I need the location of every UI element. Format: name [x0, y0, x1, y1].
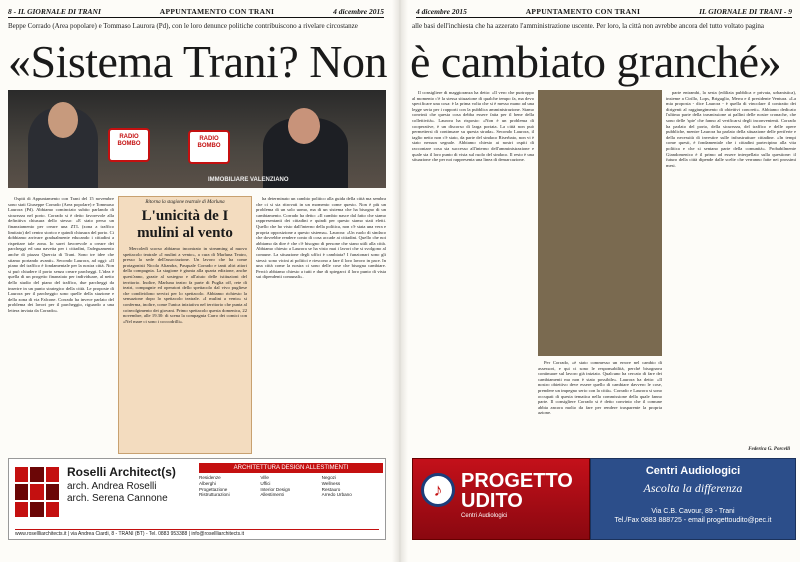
ad-category: Negozi: [321, 475, 336, 480]
page-header: [416, 6, 792, 18]
ad-brand: Roselli Architect(s): [67, 465, 176, 479]
article-column: [412, 90, 534, 444]
ad-phone: Tel./Fax 0883 888725 - email progettoudito@pec.it: [614, 517, 772, 524]
ad-category: Arredo Urbano: [321, 492, 352, 498]
ad-category: Ville: [260, 475, 269, 480]
right-page: [408, 0, 800, 562]
ad-category: Ristrutturazioni: [199, 492, 230, 498]
header-center: APPUNTAMENTO CON TRANI: [525, 7, 641, 16]
advertisement-centri-audiologici[interactable]: [590, 458, 796, 540]
ad-name: arch. Serena Cannone: [67, 493, 168, 504]
ad-sub: Centri Audiologici: [461, 513, 508, 519]
street-photo: [538, 90, 662, 356]
box-title: L'unicità de I mulini al vento: [137, 208, 233, 241]
ad-category: Restauro: [321, 486, 341, 492]
ad-category: Allestimenti: [260, 492, 284, 498]
column-text: Per Corrado, «è stato commesso un errore nel cambio di assessori, e qui ci sono le responsabilità, perché bisognava continuare sul lavoro già iniziato. Qualcuno ha cercato di fare dei cambiamenti ma non è stato possibile». Laurora ha detto: «Il nostro obiettivo deve essere quello di cambiare davvero le cose, prendere un impegno serio con la città». Corrado e Laurora si sono occupati di questa tematica nella commissione della quale fanno parte. Il consigliere Corrado si è detto convinto che il comune abbia ancora molto da fare per rendere trasparente la propria azione.: [538, 360, 662, 416]
header-left: 4 dicembre 2015: [416, 7, 467, 16]
ad-category: Uffici: [260, 480, 271, 486]
left-page: [0, 0, 392, 562]
column-text: Ospiti di Appuntamento con Trani del 15 novembre sono stati Giuseppe Corrado (Area popolare) e Tommaso Laurora (Pd). Abbiamo cominciato subito parlando di sicurezza nel porto. Corrado si è detto favorevole alla definitiva chiusura dello stesso: «E stato perso un finanziamento per creare una ZTL (zona a traffico limitato) del centro storico e quindi chiusura del porto. Ci dobbiamo arrivare gradualmente educando i cittadini a rispettare tale zona. Io sarei favorevole a creare dei parcheggi ed una navetta per i cittadini, l'adeguamento anche di piazza Quercia di Trani. Sono tre idee che stiamo portando avanti». Secondo Laurora, ad oggi: «Il piano del traffico è fondamentale per la nostra città. Non si può chiudere il porto senza creare parcheggi. L'idea è quella di un progetto finanziato per individuare, al netto dello studio del piano del traffico, due parcheggi da inserire in un punto strategico della città. Le proposte di Laurora per il parcheggio sono quelle della stazione e della zona di via Falcone. Corrado ha invece parlato del problema dei lavori per il parcheggio, riguardo a una lettera inviata da Corrado».: [8, 196, 114, 313]
box-kicker: Ritorna la stagione teatrale di Marluna: [145, 200, 225, 205]
header-right: 4 dicembre 2015: [333, 7, 384, 16]
article-column: [8, 196, 114, 454]
advertisement-progetto-udito[interactable]: [412, 458, 590, 540]
article-column: [538, 360, 662, 444]
ad-tagline: ARCHITETTURA DESIGN ALLESTIMENTI: [199, 463, 383, 473]
headline: «Sistema Trani? Non: [8, 36, 387, 87]
ad-category: Interior Design: [260, 486, 291, 492]
column-text: Il consigliere di maggioranza ha detto: «Il vero che purtroppo al momento c'è la stessa situazione di qualche tempo fa, ma devo specificare una cosa: è la prima volta che si è messo mano ad una legge seria per i rapporti con la pubblica amministrazione. Siamo convinti che questa cosa debba essere fatta per il bene della collettività». Laurora ha risposto: «Non è un problema di cooperative, è un discorso di larga portata. La città non può permettersi di continuare su questa strada». Secondo Laurora, il taglio netto non c'è stato, da parte del sindaco Riserbato, non vi è stato nessun segnale. Abbiamo chiesto ai nostri ospiti di raccontare cosa sia successo all'interno dell'amministrazione e quale sia il loro punto di vista sul ruolo del sindaco. Il resto è una situazione che per noi rappresenta una linea di demarcazione.: [412, 90, 534, 163]
ad-category: Wellness: [321, 480, 341, 486]
ad-category: Progettazione: [199, 486, 228, 492]
ad-contact: [591, 507, 795, 525]
column-text: parte entrambi, la sesta (edilizia pubblica e privata, urbanistica), insieme a Cirillo, Lops, Briguglio, Merra e il presidente Ventura. «La mia proposta - dice Laurora - è quella di vincolare il contratto dei dirigenti al raggiungimento di obiettivi concreti». Abbiamo dedicato l'ultima parte della trasmissione ai pallini delle nostre cronache, che sono delle 'spie' che fanno al verificarsi degli inconvenienti. Corrado ha parlato del porto, della sicurezza, del traffico e delle opere pubbliche, mentre Laurora ha parlato della situazione delle periferie e della necessità di investire sulle infrastrutture cittadine. «In tempi come questi, è fondamentale che i cittadini partecipino alla vita politica e che si sentano parte della comunità». Probabilmente Giandomenico è il primo ad essere interpellato sulla questione: il futuro della città dipende dalle scelte che verranno fatte nei prossimi mesi.: [666, 90, 796, 168]
header-right: IL GIORNALE DI TRANI - 9: [699, 7, 792, 16]
article-column: [666, 90, 796, 444]
ad-categories: [199, 475, 383, 498]
headline: è cambiato granché»: [410, 36, 782, 87]
box-paragraph: Mercoledì scorso abbiamo incontrato in streaming al nuovo spettacolo teatrale «I mulini a vento», a cura di Marluna Teatro, presso la sede dell'associazione. Un lavoro che ha come protagonisti Nicola Aliandra, Pasquale Corrado e tanti altri attori della compagnia. La stagione è giunta alla quarta edizione, anche quest'anno, grazie al sostegno e all'aiuto delle istituzioni del territorio. Inoltre, Marluna teatro fa parte di Puglia off, rete di teatri, compagnie ed operatori dello spettacolo dal vivo pugliese che condividono servizi per lo spettacolo. Abbiamo richiesto la sensazione dopo lo spettacolo teatrale. «I mulini a vento» si conferma, inoltre, come l'unica iniziativa nel territorio che punta al coinvolgimento dei giovani. Primo spettacolo questa domenica, 22 novembre, alle 19.30: di scena la compagnia Carro dei comici con «Nel mare ci sono i coccodrilli».: [123, 246, 247, 324]
ad-footer: www.rosellliarchitects.it | via Andrea Ciardi, 8 - TRANI (BT) - Tel. 0883 953388 | info@rosellliarchitects.it: [15, 529, 379, 537]
header-left: 8 - IL GIORNALE DI TRANI: [8, 7, 101, 16]
page-gutter: [392, 0, 408, 562]
ad-name: PROGETTO UDITO: [461, 470, 573, 512]
box-text: [123, 246, 247, 324]
microphone-logo: RADIO BOMBO: [108, 128, 150, 162]
ad-category: Residenze: [199, 475, 221, 480]
advertisement-roselli[interactable]: [8, 458, 386, 540]
ad-address: Via C.B. Cavour, 89 - Trani: [651, 508, 735, 515]
author-signature: Federica G. Porcelli: [748, 447, 790, 452]
sponsor-banner: IMMOBILIARE VALENZIANO: [208, 177, 289, 183]
page-header: [8, 6, 384, 18]
column-text: ha determinato un cambio politico alla guida della città ma sembra che ci si sia ritrovati in un momento come questo. Non è più un problema di un solo uomo, ma di un sistema che ha bisogno di un cambiamento. Corrado ha detto: «Il cambio nasce dal fatto che siamo rappresentanti dei cittadini e quindi per questo siamo stati eletti. Quello che ho visto dall'interno della politica, non c'è stata una vera e propria opposizione a questo sistema». Laurora: «Un ruolo di sindaco che dovrebbe rendere conto di cosa accade ai cittadini. Quello che noi abbiamo da dire è che c'è bisogno di persone che siano utili alla città. Abbiamo chiesto a Laurora se ha visto mai i lavori che si svolgono al comune. La situazione degli uffici è cambiata? I funzionari sono gli stessi: sono vicini ai politici e riescono a fare il loro lavoro in pace. In una città come la nostra ci sono delle cose che bisogna cambiare. Perciò abbiamo chiesto a tutti e due di spiegarci il loro punto di vista sui dipendenti comunali».: [256, 196, 386, 280]
article-column: [256, 196, 386, 454]
microphone-logo: RADIO BOMBO: [188, 130, 230, 164]
deck: Beppe Corrado (Area popolare) e Tommaso Laurora (Pd), con le loro denunce politiche contribuiscono a rivelare circostanze: [8, 22, 358, 30]
ad-slogan: Ascolta la differenza: [643, 481, 743, 495]
ear-logo-icon: ♪: [421, 473, 455, 507]
deck: alle basi dell'inchiesta che ha azzerato l'amministrazione uscente. Per loro, la città non avrebbe ancora del tutto voltato pagina: [412, 22, 764, 30]
ad-category: Alberghi: [199, 480, 216, 486]
sidebar-box: [118, 196, 252, 454]
ad-name: arch. Andrea Roselli: [67, 481, 157, 492]
header-center: APPUNTAMENTO CON TRANI: [159, 7, 275, 16]
roselli-logo-icon: [15, 467, 59, 517]
ad-title: Centri Audiologici: [645, 465, 741, 477]
ad-names: [67, 481, 168, 505]
interview-photo: [8, 90, 386, 188]
